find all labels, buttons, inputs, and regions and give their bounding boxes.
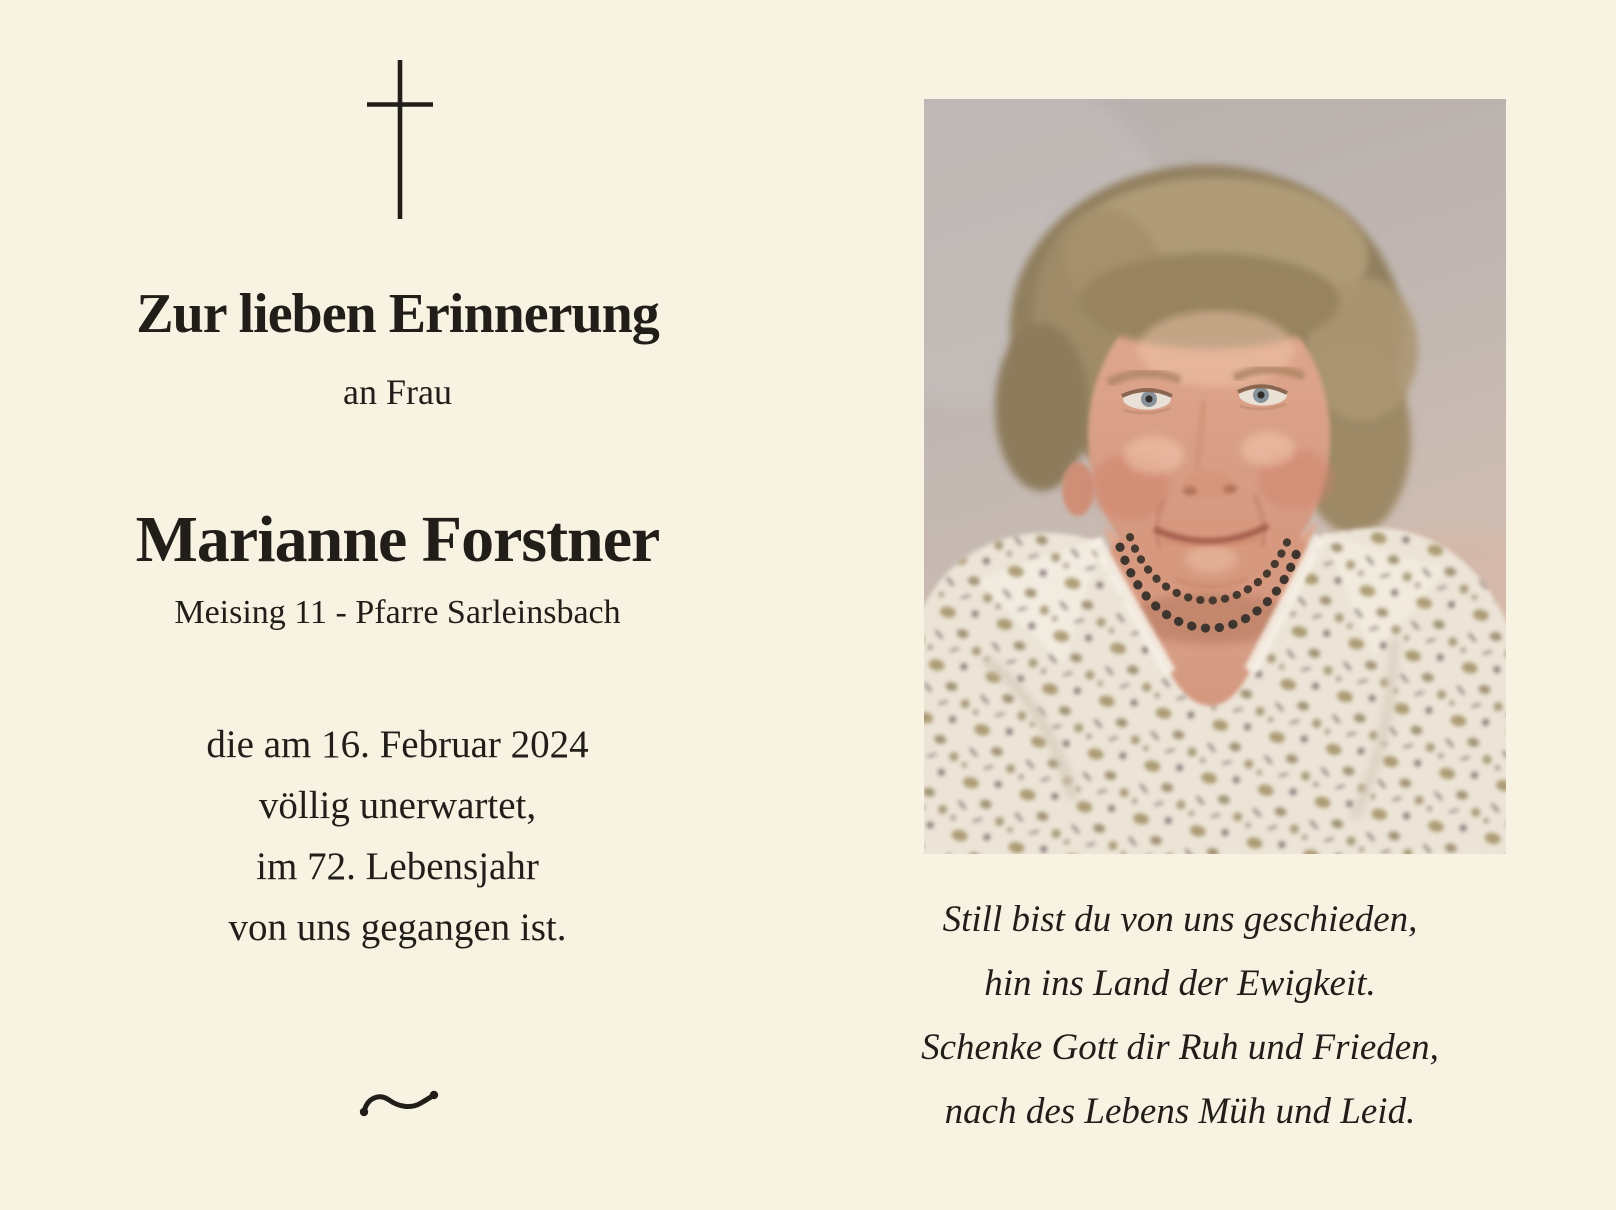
portrait-photo xyxy=(924,99,1506,854)
cross-icon xyxy=(367,59,433,220)
obituary-line: von uns gegangen ist. xyxy=(228,906,567,949)
address-line: Meising 11 - Pfarre Sarleinsbach xyxy=(174,594,621,631)
portrait-illustration xyxy=(924,99,1506,854)
verse-line: Schenke Gott dir Ruh und Frieden, xyxy=(921,1027,1439,1068)
memorial-verse xyxy=(880,888,1480,1144)
tilde-flourish-icon xyxy=(359,1088,439,1118)
verse-line: hin ins Land der Ewigkeit. xyxy=(984,963,1376,1004)
verse-line: nach des Lebens Müh und Leid. xyxy=(944,1091,1416,1132)
obituary-line: völlig unerwartet, xyxy=(258,784,537,827)
deceased-name: Marianne Forstner xyxy=(135,503,660,576)
verse-line: Still bist du von uns geschieden, xyxy=(942,899,1418,940)
intro-heading: Zur lieben Erinnerung xyxy=(136,283,659,345)
obituary-line: die am 16. Februar 2024 xyxy=(206,723,589,766)
salutation-text: an Frau xyxy=(343,372,452,412)
obituary-text xyxy=(0,714,795,958)
obituary-line: im 72. Lebensjahr xyxy=(256,845,539,888)
left-panel xyxy=(0,0,795,1210)
